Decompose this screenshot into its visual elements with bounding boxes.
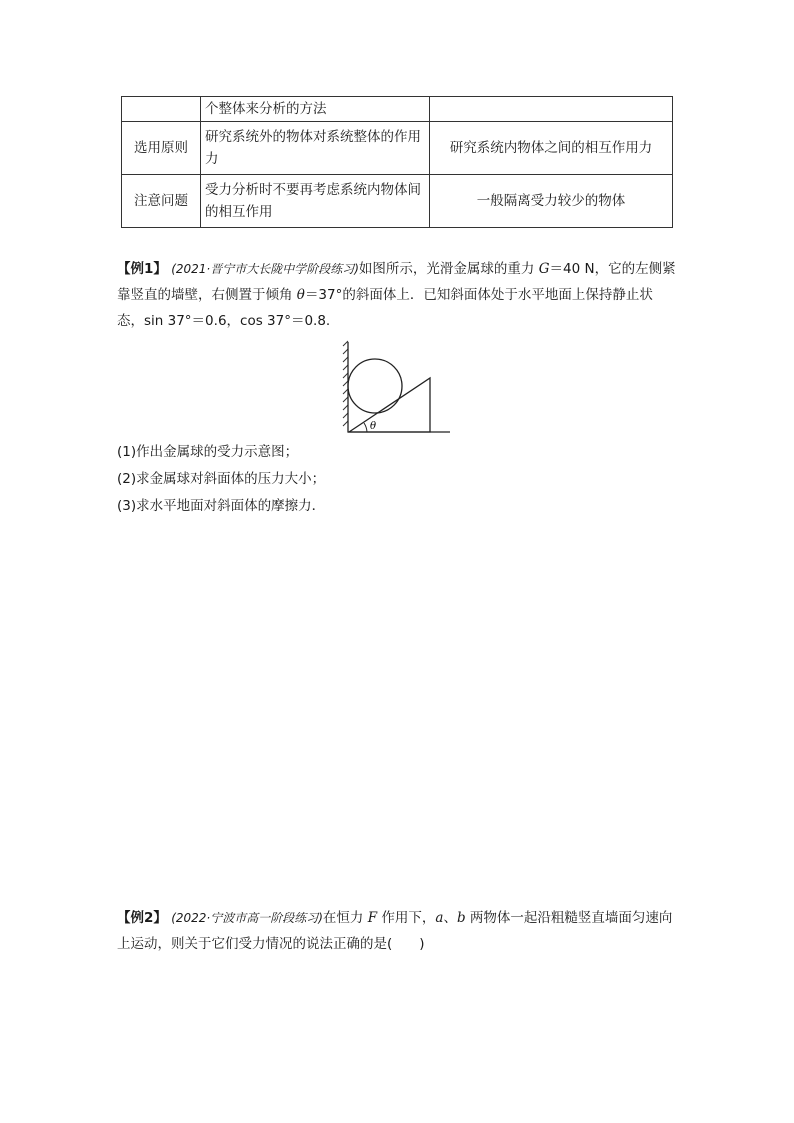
example-source: (2022·宁波市高一阶段练习) <box>171 911 323 925</box>
example2-statement <box>117 905 677 957</box>
variable-b: b <box>456 910 466 926</box>
example-text: 如图所示，光滑金属球的重力 <box>358 261 539 277</box>
example-source: (2021·晋宁市大长陇中学阶段练习) <box>171 262 359 276</box>
incline-block <box>349 378 430 432</box>
table-cell <box>430 97 673 122</box>
question-3: (3)求水平地面对斜面体的摩擦力． <box>117 498 326 514</box>
wall-hatching <box>343 341 348 426</box>
table-cell: 研究系统外的物体对系统整体的作用力 <box>201 122 430 175</box>
variable-a: a <box>435 910 444 926</box>
variable-theta: θ <box>296 287 305 303</box>
table-row <box>122 97 673 122</box>
example-text: ＝40 N，它的左侧紧靠竖直的墙壁，右侧置于倾角 <box>117 261 676 303</box>
example-tag: 【例2】 <box>117 910 167 926</box>
question-2: (2)求金属球对斜面体的压力大小； <box>117 471 326 487</box>
ball-incline-figure <box>340 340 455 435</box>
row-label: 选用原则 <box>122 122 201 175</box>
table-row <box>122 175 673 228</box>
table-cell: 研究系统内物体之间的相互作用力 <box>430 122 673 175</box>
question-1: (1)作出金属球的受力示意图； <box>117 444 299 460</box>
variable-g: G <box>538 261 550 277</box>
angle-arc <box>364 423 367 432</box>
variable-f: F <box>367 910 378 926</box>
method-comparison-table <box>121 96 673 228</box>
example-text: ＝37°的斜面体上．已知斜面体处于水平地面上保持静止状态，sin 37°＝0.6，cos 37°＝0.8. <box>117 287 653 329</box>
row-label: 注意问题 <box>122 175 201 228</box>
table-cell: 受力分析时不要再考虑系统内物体间的相互作用 <box>201 175 430 228</box>
table-cell: 个整体来分析的方法 <box>201 97 430 122</box>
metal-ball <box>348 359 402 413</box>
table-row <box>122 122 673 175</box>
example-text: 作用下， <box>377 910 436 926</box>
example-text: 、 <box>443 910 457 926</box>
table-cell <box>122 97 201 122</box>
example-tag: 【例1】 <box>117 261 167 277</box>
table-cell: 一般隔离受力较少的物体 <box>430 175 673 228</box>
example-text: 在恒力 <box>322 910 368 926</box>
example-text: 两物体一起沿粗糙竖直墙面匀速向上运动，则关于它们受力情况的说法正确的是( ) <box>117 910 673 952</box>
example1-statement <box>117 256 677 334</box>
angle-label: θ <box>370 421 377 432</box>
